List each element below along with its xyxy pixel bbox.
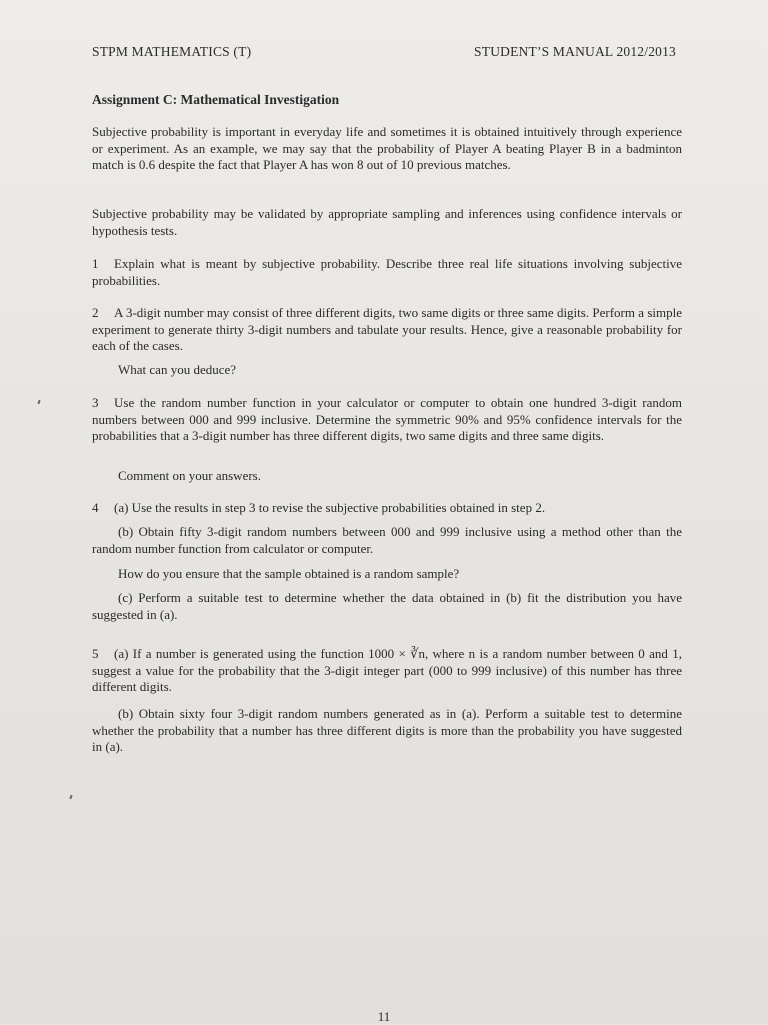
question-2 bbox=[92, 305, 682, 355]
question-5a bbox=[92, 646, 682, 696]
question-4b-sub: How do you ensure that the sample obtained is a random sample? bbox=[118, 566, 460, 581]
question-2-sub: What can you deduce? bbox=[118, 362, 237, 377]
question-number: 3 bbox=[92, 395, 99, 410]
question-text: Use the random number function in your calculator or computer to obtain one hundred 3-digit random numbers between 000 and 999 inclusive. Determine the symmetric 90% and 95% confidence intervals for the probabilities that a 3-digit number has three different digits, two same digits and three same digits. bbox=[92, 395, 682, 443]
question-1 bbox=[92, 256, 682, 289]
assignment-title: Assignment C: Mathematical Investigation bbox=[92, 92, 340, 107]
question-5b: (b) Obtain sixty four 3-digit random numbers generated as in (a). Perform a suitable test to determine whether the probability that a number has three different digits is more than the probability you have suggested in (a). bbox=[92, 706, 682, 754]
scan-speck bbox=[69, 795, 72, 799]
page-number: 11 bbox=[377, 1009, 391, 1024]
question-4b: (b) Obtain fifty 3-digit random numbers between 000 and 999 inclusive using a method other than the random number function from calculator or computer. bbox=[92, 524, 682, 556]
intro-paragraph-1: Subjective probability is important in everyday life and sometimes it is obtained intuitively through experience or experiment. As an example, we may say that the probability of Player A beating Player B in a badminton match is 0.6 despite the fact that Player A has won 8 out of 10 previous matches. bbox=[92, 124, 682, 172]
question-number: 5 bbox=[92, 646, 99, 661]
question-number: 4 bbox=[92, 500, 99, 515]
question-text: (a) Use the results in step 3 to revise the subjective probabilities obtained in step 2. bbox=[114, 500, 546, 515]
question-number: 1 bbox=[92, 256, 99, 271]
question-text: (a) If a number is generated using the function 1000 × ∛n, where n is a random number between 0 and 1, suggest a value for the probability that the 3-digit integer part (000 to 999 inclusive) of this number has three different digits. bbox=[92, 646, 682, 694]
header-left: STPM MATHEMATICS (T) bbox=[92, 44, 252, 59]
question-3 bbox=[92, 395, 682, 445]
question-text: Explain what is meant by subjective probability. Describe three real life situations involving subjective probabilities. bbox=[92, 256, 682, 288]
scan-speck bbox=[37, 400, 40, 404]
header-right: STUDENT’S MANUAL 2012/2013 bbox=[474, 44, 676, 59]
question-number: 2 bbox=[92, 305, 99, 320]
question-3-sub: Comment on your answers. bbox=[118, 468, 261, 483]
intro-paragraph-2: Subjective probability may be validated by appropriate sampling and inferences using confidence intervals or hypothesis tests. bbox=[92, 206, 682, 238]
question-text: A 3-digit number may consist of three different digits, two same digits or three same digits. Perform a simple experiment to generate thirty 3-digit numbers and tabulate your results. Hence, give a reasonable probability for each of the cases. bbox=[92, 305, 682, 353]
question-4c: (c) Perform a suitable test to determine whether the data obtained in (b) fit the distribution you have suggested in (a). bbox=[92, 590, 682, 622]
question-4a bbox=[92, 500, 682, 517]
